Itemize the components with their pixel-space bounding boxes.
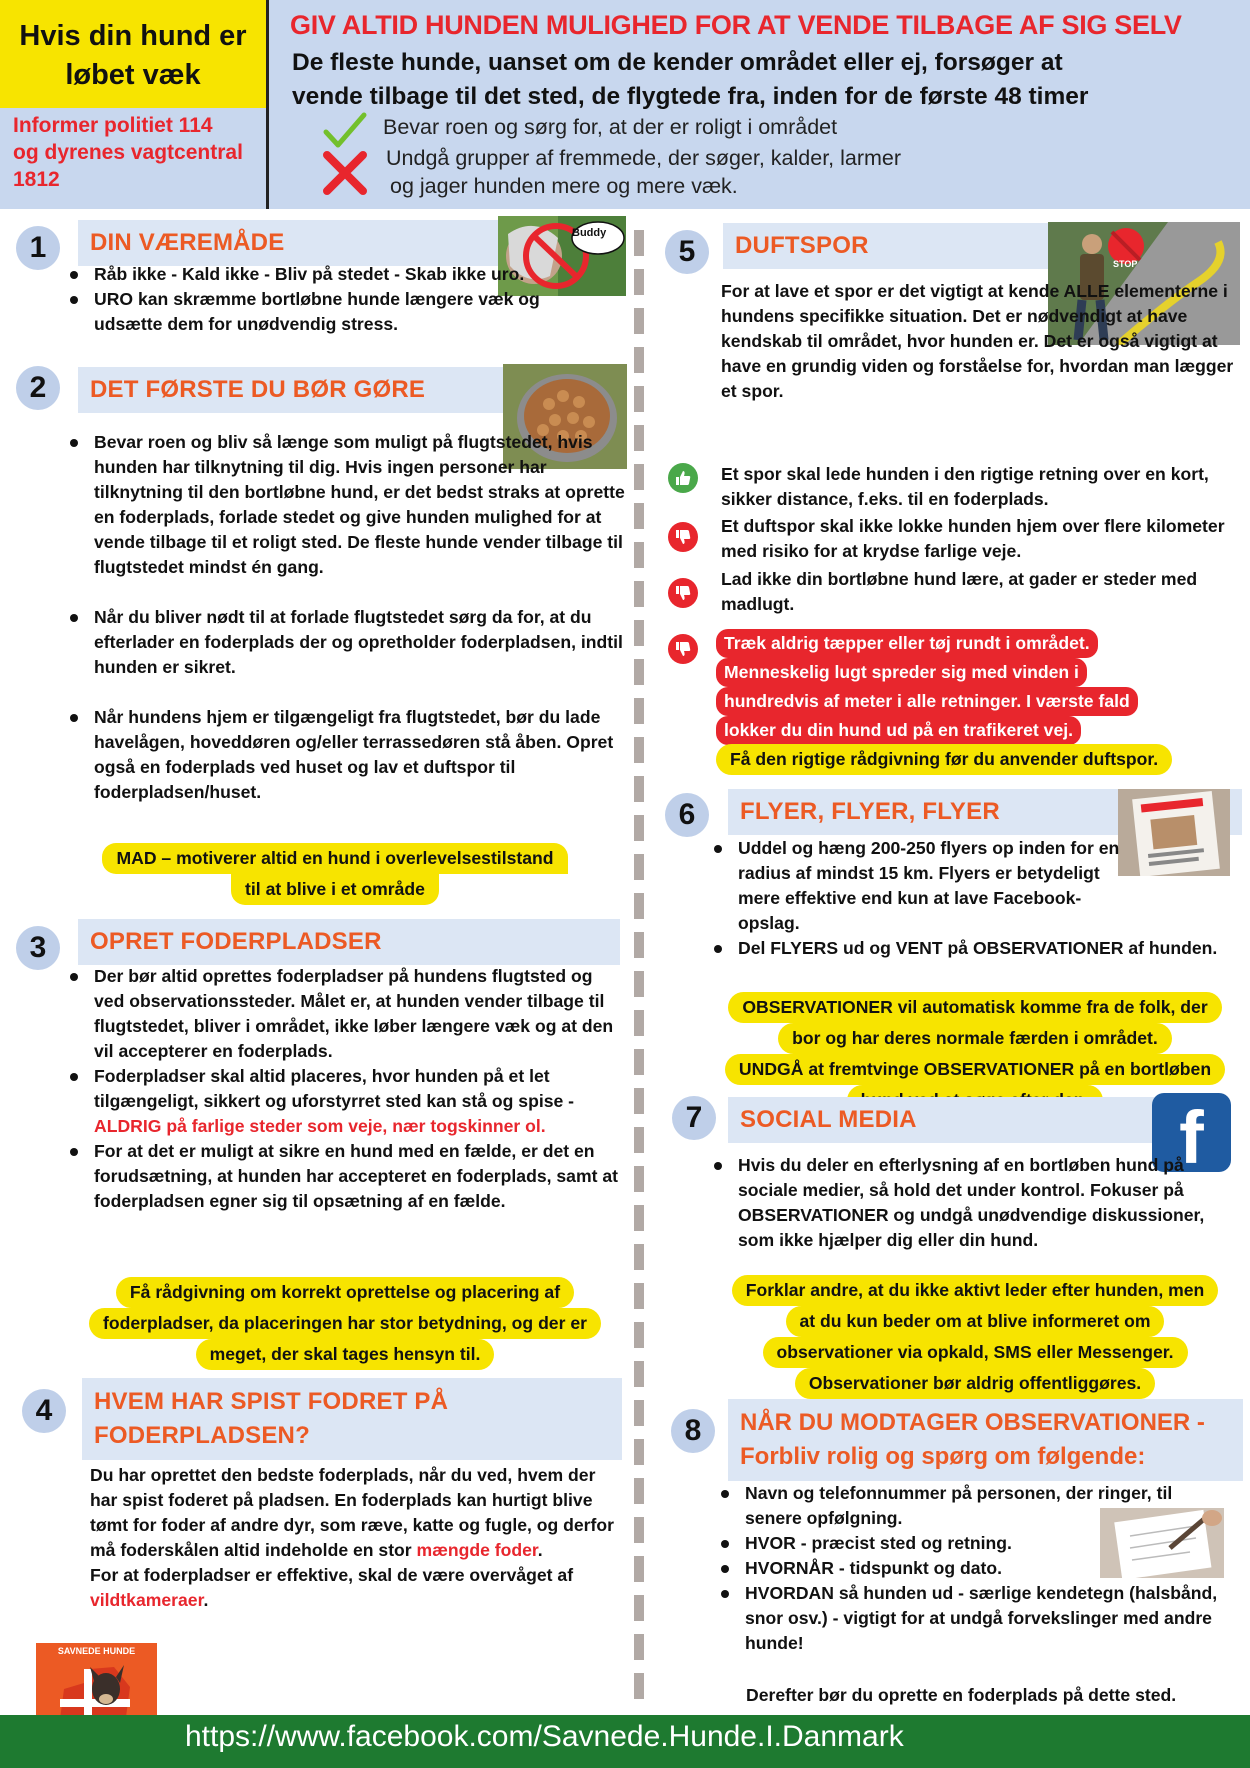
list-item: [70, 1064, 620, 1139]
section-1-title: DIN VÆREMÅDE: [78, 220, 498, 266]
highlight-text: vildtkameraer: [90, 1590, 204, 1610]
divider-dash: [634, 1010, 644, 1036]
note-line: Få den rigtige rådgivning før du anvender duftspor.: [716, 744, 1172, 775]
list-item: Uddel og hæng 200-250 flyers op inden for en radius af mindst 15 km. Flyers er betydeligt mere effektive end kun at lave Facebook-opslag.: [714, 836, 1134, 936]
facebook-url-link[interactable]: https://www.facebook.com/Savnede.Hunde.I.Danmark: [185, 1720, 904, 1753]
note-line: at du kun beder om at blive informeret om: [786, 1306, 1165, 1337]
list-item-text: Foderpladser skal altid placeres, hvor hunden på et let tilgængeligt, sikkert og uforstyrret sted kan stå og spise -: [94, 1066, 575, 1111]
divider-dash: [634, 464, 644, 490]
section-8-title: [728, 1399, 1243, 1481]
divider-dash: [634, 1517, 644, 1543]
section-5-number: 5: [665, 230, 709, 274]
divider-dash: [634, 1244, 644, 1270]
note-line: til at blive i et område: [231, 874, 439, 905]
divider-dash: [634, 776, 644, 802]
list-item: For at det er muligt at sikre en hund med en fælde, er det en forudsætning, at hunden har accepteret en foderplads, samt at foderpladsen egner sig til opsætning af en fælde.: [70, 1139, 620, 1214]
divider-dash: [634, 659, 644, 685]
note-line: observationer via opkald, SMS eller Messenger.: [763, 1337, 1188, 1368]
header-left-title: Hvis din hund er løbet væk: [0, 0, 266, 108]
divider-dash: [634, 1088, 644, 1114]
section-6-number: 6: [665, 793, 709, 837]
list-item: Råb ikke - Kald ikke - Bliv på stedet - Skab ikke uro.: [70, 262, 580, 287]
header-subtitle-line-2: vende tilbage til det sted, de flygtede fra, inden for de første 48 timer: [292, 83, 1089, 110]
section-4-title-line-2: FODERPLADSEN?: [94, 1422, 310, 1449]
list-item: Del FLYERS ud og VENT på OBSERVATIONER af hunden.: [714, 936, 1234, 961]
section-1-number: 1: [16, 226, 60, 270]
checkmark-icon: [323, 112, 367, 150]
header-dont-text-1: Undgå grupper af fremmede, der søger, kalder, larmer: [386, 146, 902, 170]
list-item: Når du bliver nødt til at forlade flugtstedet sørg da for, at du efterlader en foderplads der og opretholder foderpladsen, indtil hunden er sikret.: [70, 605, 632, 680]
thumbs-down-icon: [668, 578, 698, 608]
divider-dash: [634, 230, 644, 256]
list-item: HVORDAN så hunden ud - særlige kendetegn (halsbånd, snor osv.) - vigtigt for at undgå forvekslinger med andre hunde!: [721, 1581, 1231, 1656]
speech-bubble-text: Buddy: [572, 227, 607, 239]
section-4-number: 4: [22, 1389, 66, 1433]
section-7-title: SOCIAL MEDIA: [728, 1097, 1198, 1143]
thumbs-down-icon: [668, 522, 698, 552]
note-line: foderpladser, da placeringen har stor betydning, og der er: [89, 1308, 601, 1339]
divider-dash: [634, 347, 644, 373]
flyer-photo: [1118, 789, 1230, 876]
section-5-note: [716, 744, 1206, 775]
section-8-title-line-2: Forbliv rolig og spørg om følgende:: [740, 1443, 1146, 1470]
thumbs-down-icon: [668, 634, 698, 664]
section-2-number: 2: [16, 366, 60, 410]
section-6-list-2: [714, 936, 1234, 961]
section-4-text: [90, 1463, 625, 1613]
divider-dash: [634, 1283, 644, 1309]
warning-text: ALDRIG på farlige steder som veje, nær togskinner ol.: [94, 1116, 546, 1136]
section-7-note: [705, 1275, 1245, 1399]
divider-dash: [634, 503, 644, 529]
divider-dash: [634, 1205, 644, 1231]
list-item: URO kan skræmme bortløbne hunde længere væk og udsætte dem for unødvendig stress.: [70, 287, 580, 337]
divider-dash: [634, 1322, 644, 1348]
scent-tip-positive: Et spor skal lede hunden i den rigtige retning over en kort, sikker distance, f.eks. til en foderplads.: [721, 464, 1209, 509]
note-line: OBSERVATIONER vil automatisk komme fra de folk, der: [728, 992, 1221, 1023]
divider-dash: [634, 542, 644, 568]
note-line: MAD – motiverer altid en hund i overlevelsestilstand: [102, 843, 567, 874]
list-item: Bevar roen og bliv så længe som muligt på flugtstedet, hvis hunden har tilknytning til dig. Hvis ingen personer har tilknytning til den bortløbne hund, er det bedst straks at oprette en foderplads, forlade stedet og give hunden mulighed for at vende tilbage til et roligt sted. De fleste hunde vender tilbage til flugtstedet mindst én gang.: [70, 430, 632, 580]
section-5-title: DUFTSPOR: [723, 223, 1065, 269]
divider-dash: [634, 971, 644, 997]
list-item: Navn og telefonnummer på personen, der ringer, til senere opfølgning.: [721, 1481, 1231, 1531]
facebook-icon: f: [1152, 1093, 1231, 1172]
divider-dash: [634, 1361, 644, 1387]
logo-text-top: SAVNEDE HUNDE: [57, 1646, 136, 1656]
divider-dash: [634, 1595, 644, 1621]
section-2-list: [70, 430, 632, 805]
paragraph-text: For at foderpladser er effektive, skal de være overvåget af: [90, 1565, 574, 1585]
cross-icon: [322, 150, 368, 196]
header-dont-text-2: og jager hunden mere og mere væk.: [390, 174, 738, 198]
section-6-title: FLYER, FLYER, FLYER: [728, 789, 1242, 835]
section-6-list: [714, 836, 1134, 936]
paragraph-text: Du har oprettet den bedste foderplads, når du ved, hvem der har spist foderet på pladsen. En foderplads kan hurtigt blive tømt for foder af andre dyr, som ræve, katte og fugle, og derfor må foderskålen altid indeholde en stor: [90, 1465, 614, 1560]
scent-tip-negative-2: Lad ikke din bortløbne hund lære, at gader er steder med madlugt.: [721, 569, 1198, 614]
divider-dash: [634, 893, 644, 919]
divider-dash: [634, 854, 644, 880]
section-2-title: DET FØRSTE DU BØR GØRE: [78, 367, 503, 413]
note-line: bor og har deres normale færden i området.: [778, 1023, 1172, 1054]
note-line: Få rådgivning om korrekt oprettelse og placering af: [116, 1277, 574, 1308]
list-item: Hvis du deler en efterlysning af en bortløben hund på sociale medier, så hold det under kontrol. Fokuser på OBSERVATIONER og undgå unødvendige diskussioner, som ikke hjælper dig eller din hund.: [714, 1153, 1214, 1253]
divider-dash: [634, 1478, 644, 1504]
list-item: HVOR - præcist sted og retning.: [721, 1531, 1231, 1556]
paragraph: [90, 1463, 625, 1563]
emergency-numbers: Informer politiet 114 og dyrenes vagtcentral 1812: [0, 108, 266, 209]
section-4-title: [82, 1378, 622, 1460]
header-subtitle: [292, 46, 1212, 114]
stop-sign-text: STOP: [1113, 259, 1138, 269]
section-3-note: [70, 1277, 620, 1370]
list-item: Når hundens hjem er tilgængeligt fra flugtstedet, bør du lade havelågen, hoveddøren og/eller terrassedøren stå åben. Opret også en foderplads ved huset og lav et duftspor til foderpladsen/huset.: [70, 705, 632, 805]
list-item: HVORNÅR - tidspunkt og dato.: [721, 1556, 1231, 1581]
section-7-list: [714, 1153, 1214, 1253]
header-do-text: Bevar roen og sørg for, at der er roligt i området: [383, 115, 838, 139]
section-3-list: [70, 964, 620, 1214]
scent-warning: [716, 629, 1196, 745]
highlight-text: mængde foder: [416, 1540, 538, 1560]
divider-dash: [634, 1556, 644, 1582]
divider-dash: [634, 386, 644, 412]
note-line: Observationer bør aldrig offentliggøres.: [795, 1368, 1155, 1399]
note-line: meget, der skal tages hensyn til.: [196, 1339, 495, 1370]
section-2-note: [70, 843, 600, 905]
divider-dash: [634, 1634, 644, 1660]
header-title: GIV ALTID HUNDEN MULIGHED FOR AT VENDE TILBAGE AF SIG SELV: [290, 10, 1182, 40]
divider-dash: [634, 737, 644, 763]
divider-dash: [634, 1166, 644, 1192]
divider-dash: [634, 581, 644, 607]
divider-dash: [634, 932, 644, 958]
divider-dash: [634, 1127, 644, 1153]
section-7-number: 7: [672, 1096, 716, 1140]
section-3-title: OPRET FODERPLADSER: [78, 919, 620, 965]
section-8-title-line-1: NÅR DU MODTAGER OBSERVATIONER -: [740, 1409, 1205, 1436]
section-1-list: [70, 262, 580, 337]
section-4-title-line-1: HVEM HAR SPIST FODRET PÅ: [94, 1388, 449, 1415]
divider-dash: [634, 308, 644, 334]
scent-tip-negative-1: Et duftspor skal ikke lokke hunden hjem over flere kilometer med risiko for at krydse farlige veje.: [721, 516, 1225, 561]
list-item: Der bør altid oprettes foderpladser på hundens flugtsted og ved observationssteder. Målet er, at hunden vender tilbage til flugtstedet, bliver i området, ikke løber længere væk og at den vil accepterer en foderplads.: [70, 964, 620, 1064]
flyer-icon: [1118, 789, 1230, 876]
punctuation: .: [203, 1590, 209, 1610]
note-line: Forklar andre, at du ikke aktivt leder efter hunden, men: [732, 1275, 1219, 1306]
warning-line: Træk aldrig tæpper eller tøj rundt i området.: [716, 629, 1098, 658]
section-5-intro: For at lave et spor er det vigtigt at kende ALLE elementerne i hundens specifikke situation. Det er nødvendigt at have kendskab til området, hvor hunden er. Det er også vigtigt at have en grundig viden og forståelse for, hvordan man lægger et spor.: [721, 281, 1234, 401]
warning-line: Menneskelig lugt spreder sig med vinden i: [716, 658, 1087, 687]
divider-dash: [634, 620, 644, 646]
warning-line: lokker du din hund ud på en trafikeret vej.: [716, 716, 1081, 745]
header-subtitle-line-1: De fleste hunde, uanset om de kender området eller ej, forsøger at: [292, 49, 1063, 76]
paragraph: [90, 1563, 625, 1613]
thumbs-up-icon: [668, 463, 698, 493]
divider-dash: [634, 1049, 644, 1075]
section-8-list: [721, 1481, 1231, 1656]
divider-dash: [634, 815, 644, 841]
warning-line: hundredvis af meter i alle retninger. I værste fald: [716, 687, 1138, 716]
divider-dash: [634, 269, 644, 295]
section-3-number: 3: [16, 926, 60, 970]
divider-dash: [634, 1673, 644, 1699]
section-8-closing: Derefter bør du oprette en foderplads på dette sted.: [746, 1685, 1177, 1705]
divider-dash: [634, 1439, 644, 1465]
note-line: UNDGÅ at fremtvinge OBSERVATIONER på en bortløben: [725, 1054, 1225, 1085]
punctuation: .: [537, 1540, 543, 1560]
divider-dash: [634, 698, 644, 724]
divider-dash: [634, 1400, 644, 1426]
section-8-number: 8: [671, 1409, 715, 1453]
divider-dash: [634, 425, 644, 451]
